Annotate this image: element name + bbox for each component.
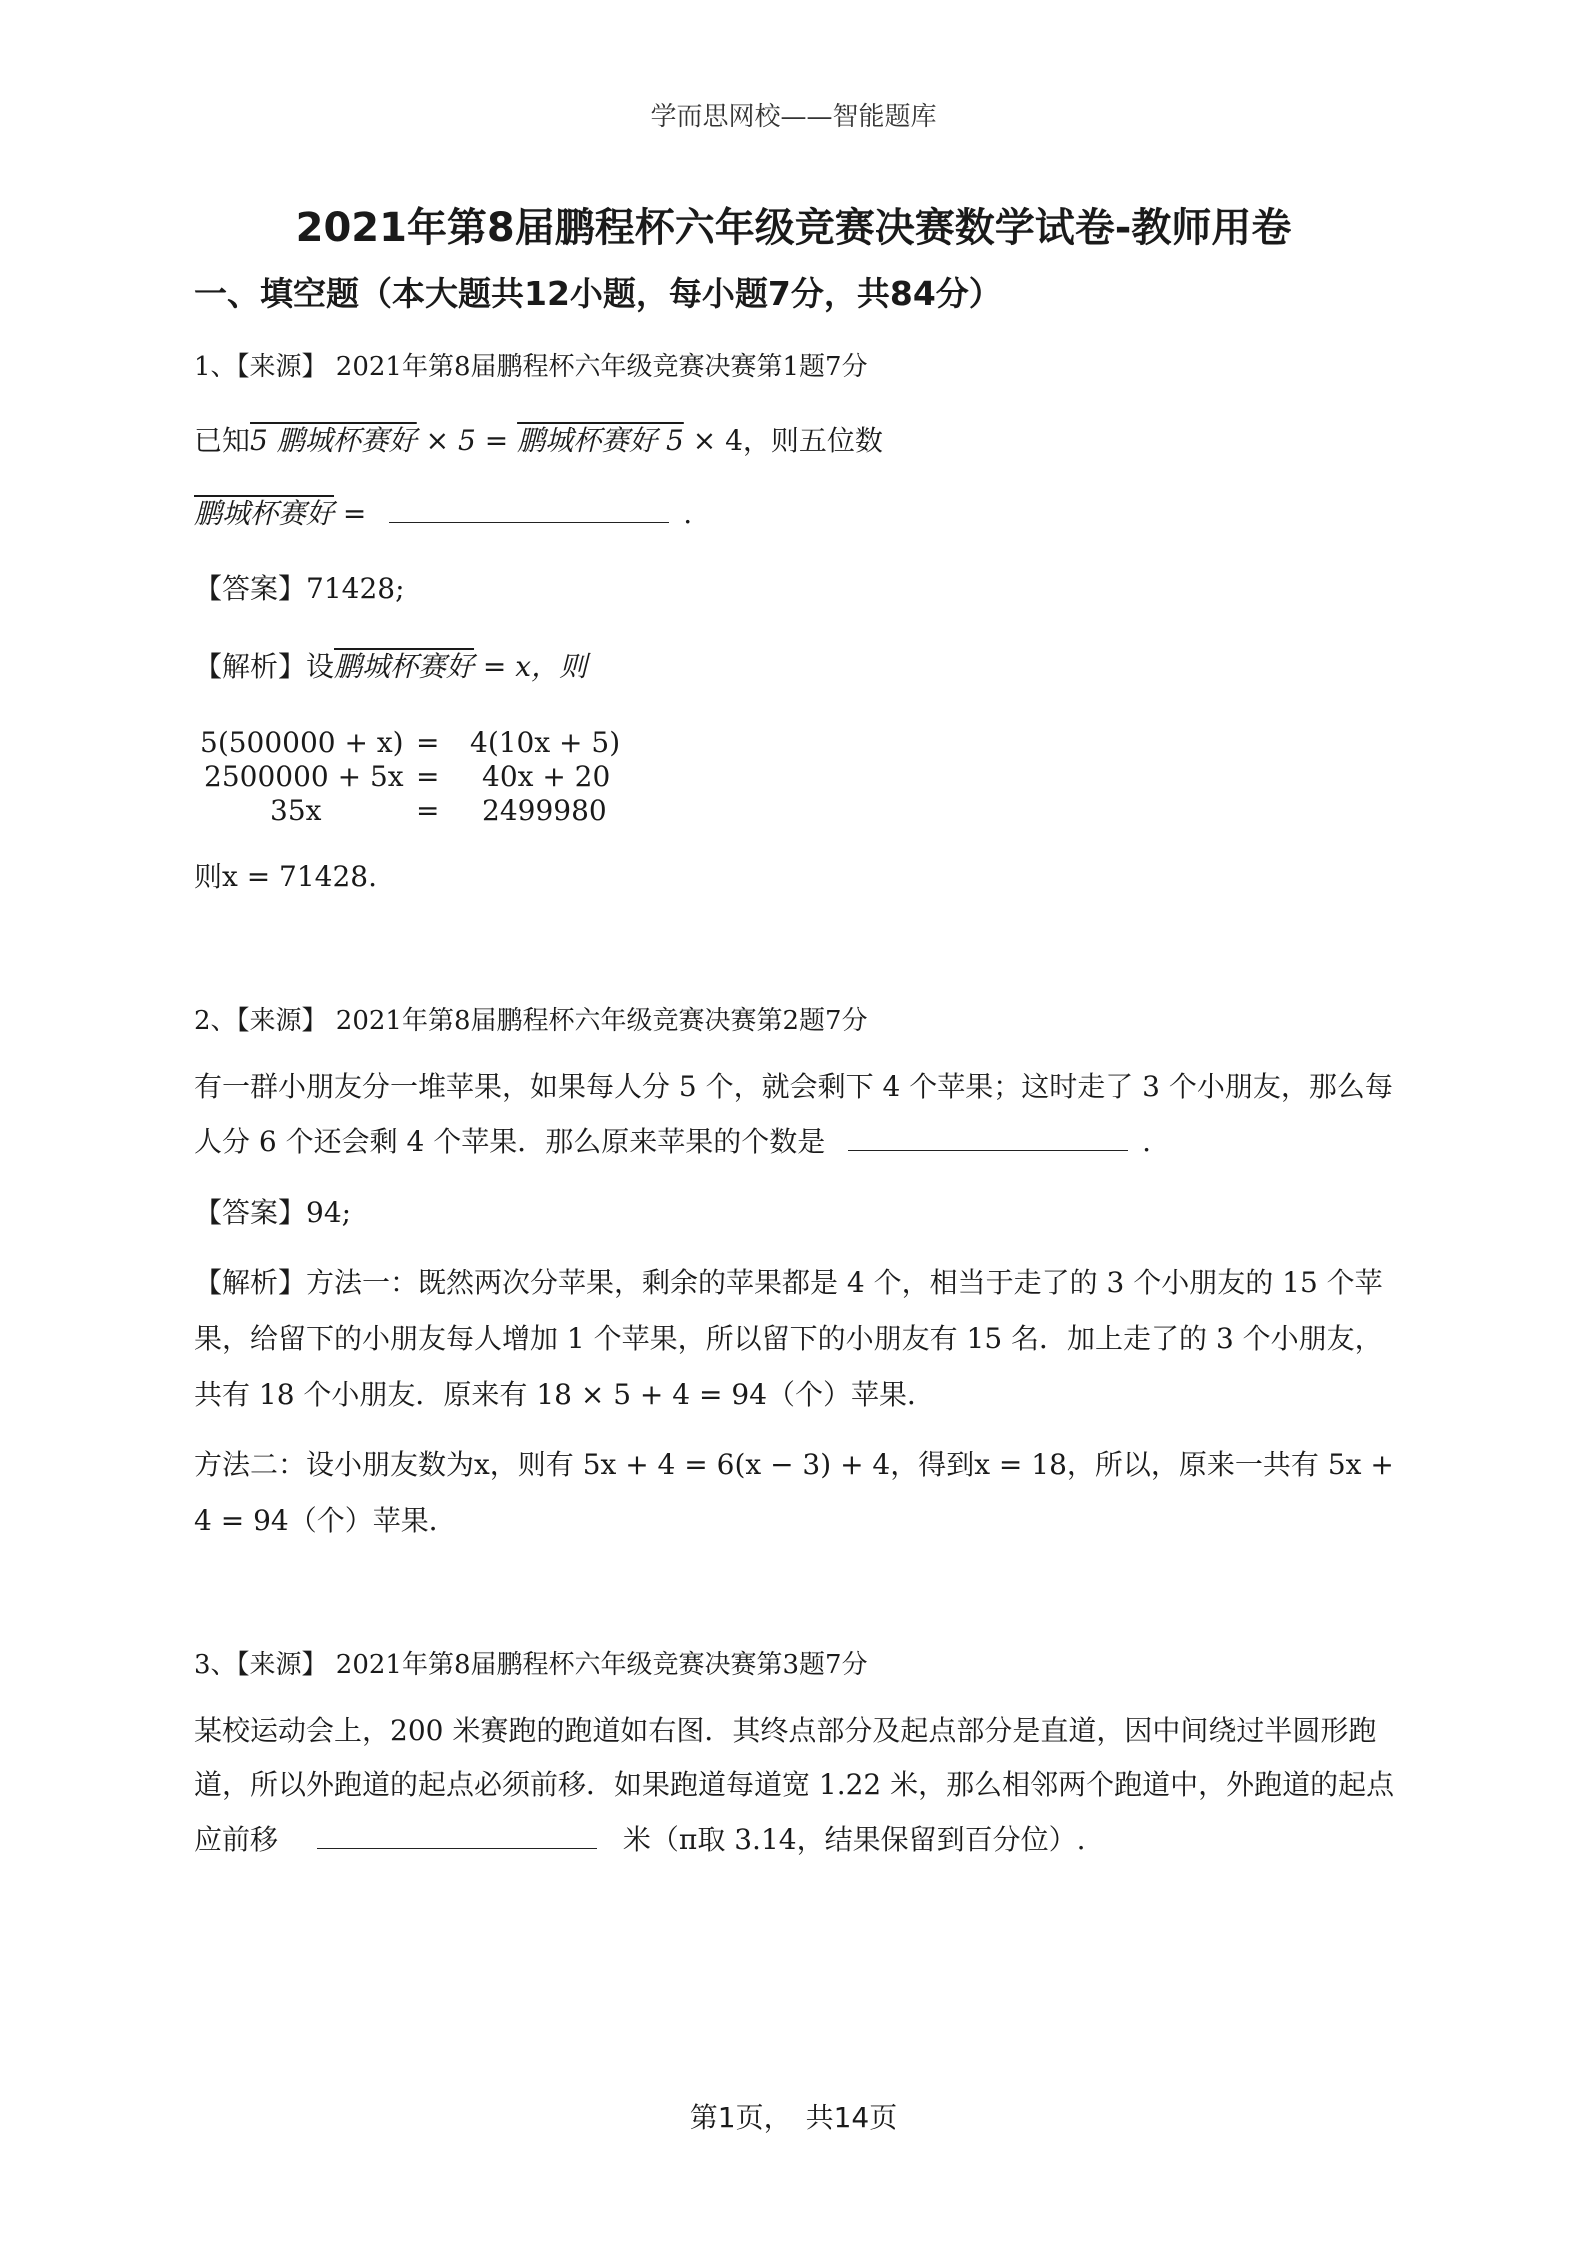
- q2-answer: 【答案】94;: [194, 1196, 352, 1229]
- q1-eq-row-1-lhs: 5(500000 + x): [200, 726, 404, 759]
- q2-stem-line2: [194, 1124, 1151, 1159]
- exam-title: 2021年第8届鹏程杯六年级竞赛决赛数学试卷-教师用卷: [295, 205, 1292, 251]
- q2-answer-blank[interactable]: [848, 1124, 1128, 1151]
- q1-eq-row-2-op: =: [416, 760, 440, 793]
- q1-eq-row-3-lhs: 35x: [270, 794, 322, 827]
- q2-source: 2、【来源】 2021年第8届鹏程杯六年级竞赛决赛第2题7分: [194, 1006, 868, 1036]
- q1-eq-row-1-op: =: [416, 726, 440, 759]
- q1-stem-post: × 4，则五位数: [692, 424, 883, 457]
- section-heading: 一、填空题（本大题共12小题，每小题7分，共84分）: [194, 274, 1002, 313]
- q3-stem-line1: 某校运动会上，200 米赛跑的跑道如右图．其终点部分及起点部分是直道，因中间绕过半圆形跑: [194, 1714, 1377, 1747]
- q1-analysis-pre: 【解析】设: [194, 650, 335, 683]
- q1-answer-blank[interactable]: [389, 496, 669, 523]
- q3-answer-blank[interactable]: [317, 1822, 597, 1849]
- q2-period: .: [1142, 1125, 1152, 1158]
- q1-analysis-intro: [194, 650, 587, 684]
- q1-equals: =: [334, 497, 367, 530]
- q1-eq-row-1-rhs: 4(10x + 5): [470, 726, 621, 759]
- q2-stem2-text: 人分 6 个还会剩 4 个苹果．那么原来苹果的个数是: [194, 1125, 826, 1158]
- q3-stem-line3: [194, 1822, 1085, 1857]
- q1-stem-mid: × 5 =: [425, 424, 518, 457]
- q3-stem3-pre: 应前移: [194, 1823, 279, 1856]
- q1-overline-number-2: 鹏城杯赛好 5: [517, 424, 684, 457]
- q1-eq-row-3-op: =: [416, 794, 440, 827]
- q2-method2-line1: 方法二：设小朋友数为x，则有 5x + 4 = 6(x − 3) + 4，得到x = 18，所以，原来一共有 5x +: [194, 1448, 1394, 1481]
- page-header: 学而思网校——智能题库: [650, 102, 937, 132]
- q1-overline-number-3: 鹏城杯赛好: [194, 497, 335, 530]
- q2-analysis-line2: 果，给留下的小朋友每人增加 1 个苹果，所以留下的小朋友有 15 名．加上走了的 3 个小朋友，: [194, 1322, 1383, 1355]
- q2-method2-line2: 4 = 94（个）苹果．: [194, 1504, 457, 1537]
- q1-eq-row-2-rhs: 40x + 20: [482, 760, 611, 793]
- page-footer: 第1页， 共14页: [689, 2101, 898, 2134]
- q1-period: .: [683, 497, 693, 530]
- q3-stem-line2: 道，所以外跑道的起点必须前移．如果跑道每道宽 1.22 米，那么相邻两个跑道中，外跑道的起点: [194, 1768, 1395, 1801]
- q1-answer: 【答案】71428;: [194, 572, 405, 605]
- q1-analysis-post: = x，则: [474, 650, 588, 683]
- q2-analysis-line1: 【解析】方法一：既然两次分苹果，剩余的苹果都是 4 个，相当于走了的 3 个小朋友的 15 个苹: [194, 1266, 1383, 1299]
- q1-overline-number-4: 鹏城杯赛好: [334, 650, 475, 683]
- q3-source: 3、【来源】 2021年第8届鹏程杯六年级竞赛决赛第3题7分: [194, 1650, 868, 1680]
- q1-stem-pre: 已知: [194, 424, 251, 457]
- q2-analysis-line3: 共有 18 个小朋友．原来有 18 × 5 + 4 = 94（个）苹果．: [194, 1378, 936, 1411]
- q1-conclusion: 则x = 71428.: [194, 860, 378, 893]
- q1-source: 1、【来源】 2021年第8届鹏程杯六年级竞赛决赛第1题7分: [194, 352, 868, 382]
- q1-overline-number-1: 5 鹏城杯赛好: [250, 424, 417, 457]
- q1-stem-line2: [194, 496, 692, 531]
- q1-eq-row-3-rhs: 2499980: [482, 794, 607, 827]
- q2-stem-line1: 有一群小朋友分一堆苹果，如果每人分 5 个，就会剩下 4 个苹果；这时走了 3 个小朋友，那么每: [194, 1070, 1393, 1103]
- q1-stem-line1: [194, 424, 883, 458]
- q1-eq-row-2-lhs: 2500000 + 5x: [204, 760, 404, 793]
- q3-stem3-post: 米（π取 3.14，结果保留到百分位）.: [622, 1823, 1086, 1856]
